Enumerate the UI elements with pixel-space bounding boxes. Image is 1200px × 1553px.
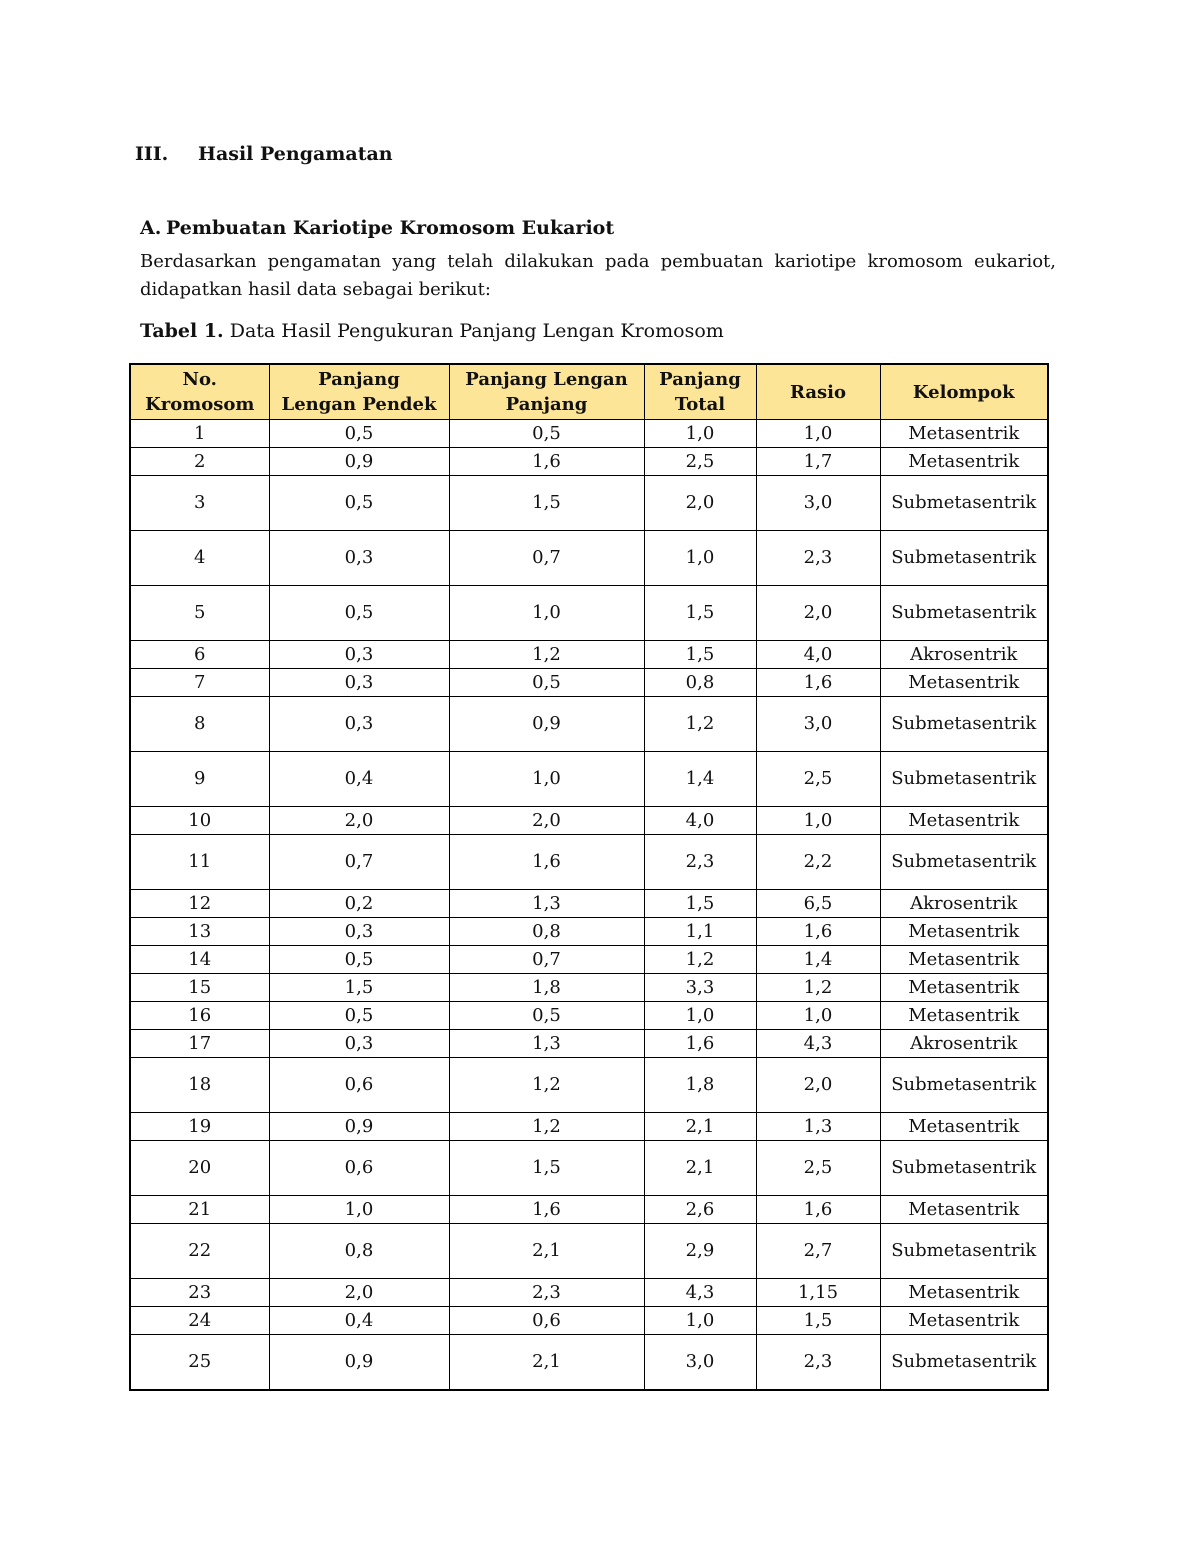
table-row (130, 890, 1048, 918)
table-row (130, 918, 1048, 946)
column-header-text: Panjang (659, 369, 741, 390)
cell-chromosome-number: 23 (130, 1279, 269, 1307)
cell-ratio: 1,0 (756, 1002, 880, 1030)
table-row (130, 476, 1048, 531)
column-header-text: Total (674, 394, 726, 415)
cell-long-arm-length: 1,2 (449, 641, 644, 669)
cell-total-length: 2,0 (644, 476, 756, 531)
cell-short-arm-length: 0,3 (269, 641, 449, 669)
cell-total-length: 1,5 (644, 586, 756, 641)
table-row (130, 1141, 1048, 1196)
cell-chromosome-number: 12 (130, 890, 269, 918)
cell-total-length: 0,8 (644, 669, 756, 697)
cell-chromosome-number: 24 (130, 1307, 269, 1335)
column-header-text: No. (182, 369, 217, 390)
cell-ratio: 6,5 (756, 890, 880, 918)
cell-ratio: 4,0 (756, 641, 880, 669)
cell-long-arm-length: 2,0 (449, 807, 644, 835)
cell-group: Metasentrik (880, 1113, 1048, 1141)
cell-long-arm-length: 0,9 (449, 697, 644, 752)
cell-ratio: 1,6 (756, 669, 880, 697)
column-header-text: Lengan Pendek (281, 394, 437, 415)
cell-ratio: 2,5 (756, 752, 880, 807)
cell-total-length: 1,2 (644, 697, 756, 752)
column-header-text: Panjang (318, 369, 400, 390)
cell-chromosome-number: 2 (130, 448, 269, 476)
cell-ratio: 2,7 (756, 1224, 880, 1279)
cell-chromosome-number: 21 (130, 1196, 269, 1224)
cell-long-arm-length: 2,1 (449, 1224, 644, 1279)
cell-long-arm-length: 0,8 (449, 918, 644, 946)
cell-group: Metasentrik (880, 974, 1048, 1002)
table-row (130, 1279, 1048, 1307)
cell-short-arm-length: 0,9 (269, 448, 449, 476)
cell-short-arm-length: 0,7 (269, 835, 449, 890)
table-row (130, 586, 1048, 641)
cell-total-length: 2,1 (644, 1113, 756, 1141)
cell-long-arm-length: 1,6 (449, 448, 644, 476)
cell-total-length: 2,5 (644, 448, 756, 476)
table-row (130, 1224, 1048, 1279)
cell-ratio: 1,2 (756, 974, 880, 1002)
cell-short-arm-length: 0,4 (269, 752, 449, 807)
cell-chromosome-number: 11 (130, 835, 269, 890)
cell-long-arm-length: 1,6 (449, 835, 644, 890)
table-row (130, 420, 1048, 448)
column-header-text: Panjang Lengan (465, 369, 628, 390)
cell-long-arm-length: 0,5 (449, 669, 644, 697)
cell-group: Submetasentrik (880, 1224, 1048, 1279)
table-row (130, 752, 1048, 807)
cell-total-length: 1,6 (644, 1030, 756, 1058)
cell-ratio: 1,3 (756, 1113, 880, 1141)
cell-ratio: 4,3 (756, 1030, 880, 1058)
cell-total-length: 1,5 (644, 641, 756, 669)
cell-short-arm-length: 2,0 (269, 807, 449, 835)
cell-ratio: 1,6 (756, 1196, 880, 1224)
cell-chromosome-number: 8 (130, 697, 269, 752)
cell-long-arm-length: 0,6 (449, 1307, 644, 1335)
cell-short-arm-length: 0,3 (269, 531, 449, 586)
cell-short-arm-length: 2,0 (269, 1279, 449, 1307)
cell-short-arm-length: 0,9 (269, 1113, 449, 1141)
cell-group: Submetasentrik (880, 1141, 1048, 1196)
table-caption (140, 320, 724, 342)
cell-short-arm-length: 0,5 (269, 586, 449, 641)
cell-ratio: 1,7 (756, 448, 880, 476)
column-header (756, 364, 880, 420)
column-header (269, 364, 449, 420)
cell-total-length: 1,4 (644, 752, 756, 807)
cell-chromosome-number: 4 (130, 531, 269, 586)
column-header-text: Panjang (505, 394, 588, 415)
cell-group: Metasentrik (880, 1002, 1048, 1030)
cell-chromosome-number: 1 (130, 420, 269, 448)
cell-ratio: 2,3 (756, 1335, 880, 1391)
cell-short-arm-length: 0,8 (269, 1224, 449, 1279)
cell-ratio: 1,4 (756, 946, 880, 974)
cell-group: Submetasentrik (880, 1335, 1048, 1391)
cell-total-length: 3,0 (644, 1335, 756, 1391)
cell-ratio: 2,5 (756, 1141, 880, 1196)
cell-short-arm-length: 0,2 (269, 890, 449, 918)
cell-chromosome-number: 25 (130, 1335, 269, 1391)
table-row (130, 1030, 1048, 1058)
cell-ratio: 2,0 (756, 586, 880, 641)
cell-long-arm-length: 1,0 (449, 752, 644, 807)
caption-text: Data Hasil Pengukuran Panjang Lengan Kromosom (223, 320, 724, 342)
table-row (130, 974, 1048, 1002)
cell-total-length: 1,0 (644, 1002, 756, 1030)
cell-total-length: 2,3 (644, 835, 756, 890)
table-row (130, 531, 1048, 586)
cell-chromosome-number: 5 (130, 586, 269, 641)
cell-chromosome-number: 22 (130, 1224, 269, 1279)
cell-total-length: 1,0 (644, 531, 756, 586)
table-row (130, 1113, 1048, 1141)
table-row (130, 1307, 1048, 1335)
cell-chromosome-number: 13 (130, 918, 269, 946)
cell-short-arm-length: 0,5 (269, 946, 449, 974)
cell-chromosome-number: 7 (130, 669, 269, 697)
cell-group: Submetasentrik (880, 697, 1048, 752)
subsection-letter: A. (140, 217, 162, 239)
cell-chromosome-number: 19 (130, 1113, 269, 1141)
table-row (130, 1335, 1048, 1391)
cell-chromosome-number: 9 (130, 752, 269, 807)
column-header (880, 364, 1048, 420)
cell-long-arm-length: 0,7 (449, 946, 644, 974)
section-title: Hasil Pengamatan (198, 143, 393, 165)
cell-total-length: 2,1 (644, 1141, 756, 1196)
cell-ratio: 1,0 (756, 420, 880, 448)
cell-total-length: 1,0 (644, 420, 756, 448)
cell-short-arm-length: 0,5 (269, 476, 449, 531)
cell-long-arm-length: 1,3 (449, 1030, 644, 1058)
cell-chromosome-number: 15 (130, 974, 269, 1002)
cell-short-arm-length: 0,6 (269, 1141, 449, 1196)
table-body (130, 420, 1048, 1391)
cell-ratio: 2,3 (756, 531, 880, 586)
cell-short-arm-length: 0,6 (269, 1058, 449, 1113)
column-header (449, 364, 644, 420)
section-number: III. (135, 143, 169, 165)
cell-long-arm-length: 0,7 (449, 531, 644, 586)
cell-short-arm-length: 0,3 (269, 1030, 449, 1058)
subsection-title: Pembuatan Kariotipe Kromosom Eukariot (166, 217, 615, 239)
cell-ratio: 1,6 (756, 918, 880, 946)
cell-total-length: 1,0 (644, 1307, 756, 1335)
cell-group: Submetasentrik (880, 835, 1048, 890)
cell-long-arm-length: 1,0 (449, 586, 644, 641)
intro-paragraph: Berdasarkan pengamatan yang telah dilakukan pada pembuatan kariotipe kromosom eukariot, didapatkan hasil data sebagai berikut: (140, 251, 1056, 300)
cell-long-arm-length: 2,3 (449, 1279, 644, 1307)
column-header (130, 364, 269, 420)
cell-group: Submetasentrik (880, 1058, 1048, 1113)
cell-short-arm-length: 0,5 (269, 420, 449, 448)
cell-group: Metasentrik (880, 669, 1048, 697)
cell-total-length: 1,2 (644, 946, 756, 974)
cell-long-arm-length: 1,5 (449, 476, 644, 531)
cell-group: Metasentrik (880, 807, 1048, 835)
table-row (130, 697, 1048, 752)
cell-chromosome-number: 10 (130, 807, 269, 835)
cell-long-arm-length: 1,6 (449, 1196, 644, 1224)
cell-chromosome-number: 14 (130, 946, 269, 974)
cell-group: Submetasentrik (880, 476, 1048, 531)
cell-group: Akrosentrik (880, 890, 1048, 918)
cell-long-arm-length: 0,5 (449, 420, 644, 448)
cell-total-length: 3,3 (644, 974, 756, 1002)
caption-label: Tabel 1. (140, 320, 224, 342)
column-header-text: Kelompok (912, 381, 1015, 403)
chromosome-table (129, 363, 1049, 1391)
cell-chromosome-number: 6 (130, 641, 269, 669)
cell-ratio: 2,0 (756, 1058, 880, 1113)
cell-short-arm-length: 0,5 (269, 1002, 449, 1030)
cell-group: Metasentrik (880, 448, 1048, 476)
column-header-text: Rasio (789, 381, 846, 403)
cell-ratio: 1,0 (756, 807, 880, 835)
cell-total-length: 4,0 (644, 807, 756, 835)
cell-short-arm-length: 0,3 (269, 918, 449, 946)
cell-short-arm-length: 0,3 (269, 697, 449, 752)
cell-total-length: 2,9 (644, 1224, 756, 1279)
cell-ratio: 2,2 (756, 835, 880, 890)
cell-short-arm-length: 1,5 (269, 974, 449, 1002)
table-row (130, 1002, 1048, 1030)
subsection-heading (140, 217, 614, 239)
cell-group: Metasentrik (880, 1307, 1048, 1335)
cell-total-length: 1,8 (644, 1058, 756, 1113)
cell-chromosome-number: 20 (130, 1141, 269, 1196)
cell-short-arm-length: 0,4 (269, 1307, 449, 1335)
cell-ratio: 3,0 (756, 476, 880, 531)
cell-chromosome-number: 3 (130, 476, 269, 531)
table-row (130, 1196, 1048, 1224)
table-row (130, 641, 1048, 669)
cell-chromosome-number: 16 (130, 1002, 269, 1030)
column-header (644, 364, 756, 420)
section-heading (135, 143, 393, 165)
table-row (130, 669, 1048, 697)
table-row (130, 448, 1048, 476)
cell-group: Metasentrik (880, 1279, 1048, 1307)
cell-long-arm-length: 1,3 (449, 890, 644, 918)
cell-group: Metasentrik (880, 946, 1048, 974)
cell-group: Akrosentrik (880, 1030, 1048, 1058)
cell-long-arm-length: 0,5 (449, 1002, 644, 1030)
cell-total-length: 2,6 (644, 1196, 756, 1224)
cell-ratio: 1,5 (756, 1307, 880, 1335)
cell-group: Metasentrik (880, 420, 1048, 448)
cell-group: Akrosentrik (880, 641, 1048, 669)
cell-long-arm-length: 1,2 (449, 1113, 644, 1141)
table-row (130, 807, 1048, 835)
cell-long-arm-length: 1,5 (449, 1141, 644, 1196)
cell-group: Metasentrik (880, 1196, 1048, 1224)
cell-ratio: 1,15 (756, 1279, 880, 1307)
cell-total-length: 4,3 (644, 1279, 756, 1307)
cell-chromosome-number: 18 (130, 1058, 269, 1113)
cell-total-length: 1,5 (644, 890, 756, 918)
column-header-text: Kromosom (145, 394, 255, 415)
cell-long-arm-length: 1,2 (449, 1058, 644, 1113)
cell-group: Submetasentrik (880, 752, 1048, 807)
table-row (130, 946, 1048, 974)
cell-total-length: 1,1 (644, 918, 756, 946)
table-row (130, 835, 1048, 890)
cell-long-arm-length: 1,8 (449, 974, 644, 1002)
cell-ratio: 3,0 (756, 697, 880, 752)
cell-group: Submetasentrik (880, 586, 1048, 641)
table-header-row (130, 364, 1048, 420)
table-row (130, 1058, 1048, 1113)
cell-group: Metasentrik (880, 918, 1048, 946)
cell-chromosome-number: 17 (130, 1030, 269, 1058)
cell-group: Submetasentrik (880, 531, 1048, 586)
cell-long-arm-length: 2,1 (449, 1335, 644, 1391)
cell-short-arm-length: 0,9 (269, 1335, 449, 1391)
cell-short-arm-length: 0,3 (269, 669, 449, 697)
cell-short-arm-length: 1,0 (269, 1196, 449, 1224)
